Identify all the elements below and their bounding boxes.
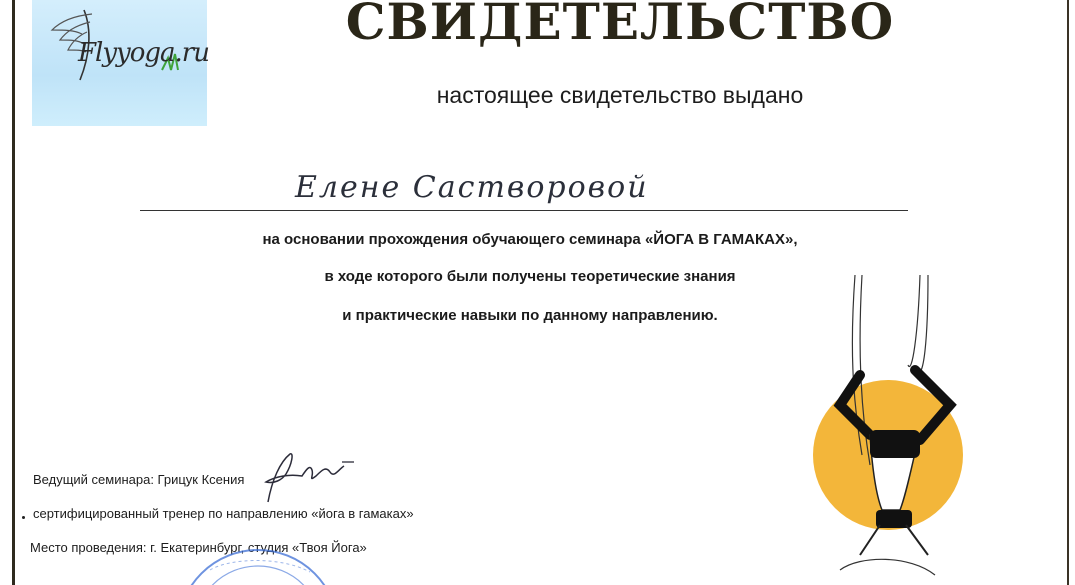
trainer-certification: сертифицированный тренер по направлению «йога в гамаках» bbox=[33, 506, 414, 521]
body-line-3: и практические навыки по данному направлению. bbox=[342, 307, 718, 324]
bullet-dot bbox=[22, 516, 25, 519]
trainer-signature bbox=[250, 440, 370, 515]
recipient-name: Елене Састворовой bbox=[295, 170, 649, 205]
name-underline bbox=[140, 210, 908, 211]
logo-text: Flyyoga.ru bbox=[78, 38, 209, 68]
certificate-title: СВИДЕТЕЛЬСТВО bbox=[345, 0, 895, 51]
body-line-1: на основании прохождения обучающего семинара «ЙОГА В ГАМАКАХ», bbox=[262, 231, 798, 248]
body-line-2: в ходе которого были получены теоретические знания bbox=[324, 268, 736, 285]
official-stamp bbox=[170, 520, 340, 585]
venue: Место проведения: г. Екатеринбург, студия «Твоя Йога» bbox=[30, 540, 367, 555]
aerial-yoga-illustration bbox=[800, 255, 975, 585]
lead-trainer: Ведущий семинара: Грицук Ксения bbox=[33, 472, 245, 487]
certificate-subtitle: настоящее свидетельство выдано bbox=[436, 82, 804, 108]
